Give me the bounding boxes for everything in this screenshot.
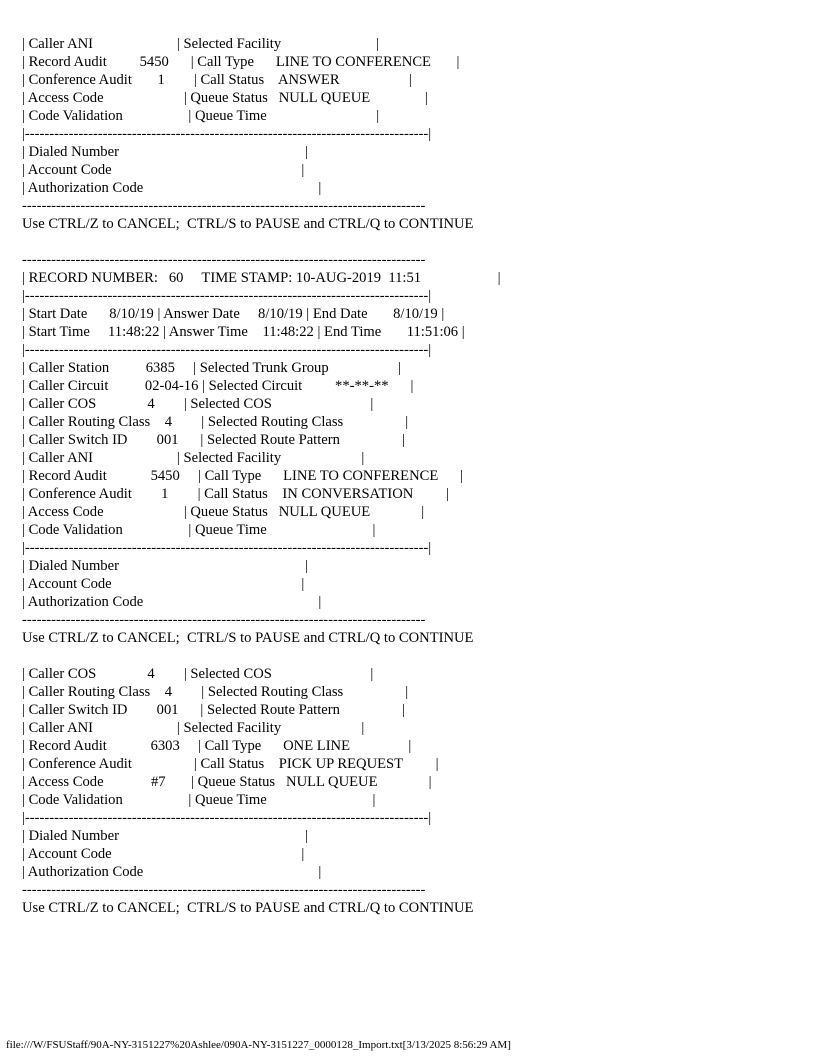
text-line: | Caller COS 4 | Selected COS | [22,396,374,412]
text-line: | Dialed Number | [22,558,308,574]
text-line: | Record Audit 6303 | Call Type ONE LINE | [22,738,412,754]
separator-line: ----------------------------------------------------------------------------------- [22,882,426,898]
text-line: | Dialed Number | [22,828,308,844]
text-line: | Account Code | [22,162,305,178]
text-line: | Access Code | Queue Status NULL QUEUE | [22,90,428,106]
text-line: | Conference Audit | Call Status PICK UP REQUEST | [22,756,439,772]
text-line: | Code Validation | Queue Time | [22,792,376,808]
text-line: | Caller COS 4 | Selected COS | [22,666,374,682]
text-line: | Code Validation | Queue Time | [22,522,376,538]
text-line: | Caller ANI | Selected Facility | [22,36,379,52]
text-line: | Dialed Number | [22,144,308,160]
text-line: | Caller Switch ID 001 | Selected Route Pattern | [22,432,405,448]
text-line: | Code Validation | Queue Time | [22,108,380,124]
text-document [22,35,501,917]
file-path-footer: file:///W/FSUStaff/90A-NY-3151227%20Ashlee/090A-NY-3151227_0000128_Import.txt[3/13/2025 8:56:29 AM] [6,1039,511,1051]
separator-line: |-----------------------------------------------------------------------------------| [22,540,432,556]
separator-line: |-----------------------------------------------------------------------------------| [22,288,432,304]
text-line: | Account Code | [22,846,305,862]
instruction-line: Use CTRL/Z to CANCEL; CTRL/S to PAUSE and CTRL/Q to CONTINUE [22,630,474,646]
separator-line: |-----------------------------------------------------------------------------------| [22,126,432,142]
blank-line [22,233,501,251]
separator-line: ----------------------------------------------------------------------------------- [22,612,426,628]
instruction-line: Use CTRL/Z to CANCEL; CTRL/S to PAUSE and CTRL/Q to CONTINUE [22,900,474,916]
text-line: | Authorization Code | [22,594,322,610]
separator-line: ----------------------------------------------------------------------------------- [22,198,426,214]
text-line: | Caller ANI | Selected Facility | [22,450,365,466]
text-line: | Caller Station 6385 | Selected Trunk Group | [22,360,401,376]
text-line: | Conference Audit 1 | Call Status IN CONVERSATION | [22,486,450,502]
text-line: | Start Time 11:48:22 | Answer Time 11:48:22 | End Time 11:51:06 | [22,324,465,340]
separator-line: ----------------------------------------------------------------------------------- [22,252,426,268]
text-line: | Access Code | Queue Status NULL QUEUE | [22,504,425,520]
text-line: | Access Code #7 | Queue Status NULL QUEUE | [22,774,432,790]
text-line: | Caller Routing Class 4 | Selected Routing Class | [22,414,409,430]
text-line: | Caller Routing Class 4 | Selected Routing Class | [22,684,409,700]
text-line: | Caller Switch ID 001 | Selected Route Pattern | [22,702,405,718]
blank-line [22,647,501,665]
text-line: | Authorization Code | [22,864,322,880]
instruction-line: Use CTRL/Z to CANCEL; CTRL/S to PAUSE and CTRL/Q to CONTINUE [22,216,474,232]
text-line: | Conference Audit 1 | Call Status ANSWER | [22,72,412,88]
text-line: | Record Audit 5450 | Call Type LINE TO CONFERENCE | [22,468,464,484]
separator-line: |-----------------------------------------------------------------------------------| [22,342,432,358]
text-line: | Caller Circuit 02-04-16 | Selected Circuit **-**-** | [22,378,414,394]
record-header: | RECORD NUMBER: 60 TIME STAMP: 10-AUG-2019 11:51 | [22,270,501,286]
text-line: | Caller ANI | Selected Facility | [22,720,365,736]
separator-line: |-----------------------------------------------------------------------------------| [22,810,432,826]
text-line: | Authorization Code | [22,180,322,196]
text-line: | Account Code | [22,576,305,592]
text-line: | Start Date 8/10/19 | Answer Date 8/10/19 | End Date 8/10/19 | [22,306,445,322]
text-line: | Record Audit 5450 | Call Type LINE TO CONFERENCE | [22,54,460,70]
